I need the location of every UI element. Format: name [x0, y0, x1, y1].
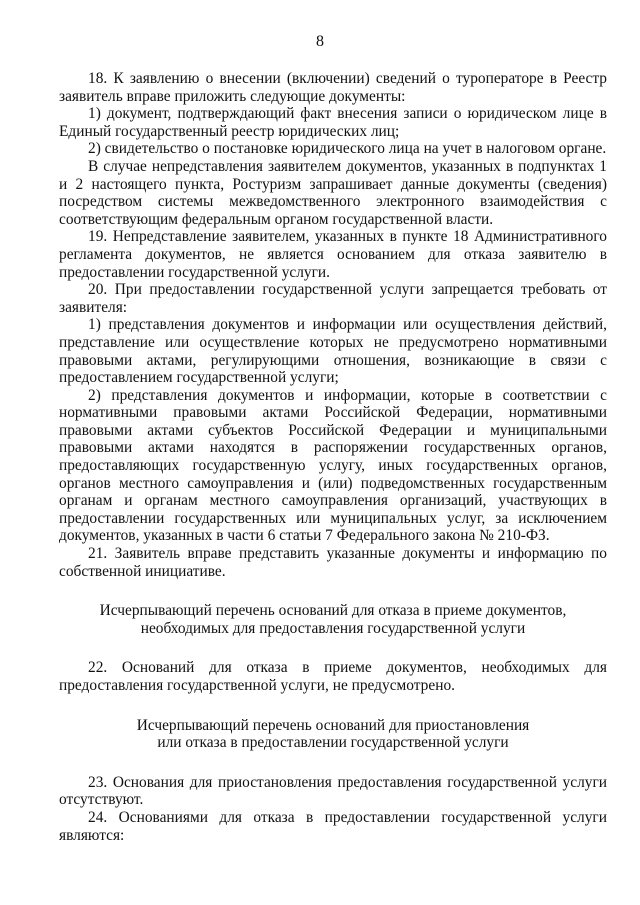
section-heading-line: Исчерпывающий перечень оснований для отказа в приеме документов, [99, 602, 567, 620]
section-heading-line: необходимых для предоставления государственной услуги [140, 619, 526, 637]
paragraph-20-item-2: 2) представления документов и информации, которые в соответствии с нормативными правовыми актами Российской Федерации, нормативными правовыми актами субъектов Российской Федерации и муниципальными правовыми актами находятся в распоряжении государственных органов, предоставляющих государственную услугу, иных государственных органов, органов местного самоуправления и (или) подведомственных государственным органам и органам местного самоуправления организаций, участвующих в предоставлении государственных или муниципальных услуг, за исключением документов, указанных в части 6 статьи 7 Федерального закона № 210-ФЗ. [59, 386, 607, 545]
section-heading-suspension-refusal [59, 717, 607, 752]
page-number: 8 [316, 33, 324, 50]
section-heading-line: или отказа в предоставлении государственной услуги [157, 734, 509, 752]
paragraph-23: 23. Основания для приостановления предоставления государственной услуги отсутствуют. [59, 773, 607, 809]
paragraph-20: 20. При предоставлении государственной услуги запрещается требовать от заявителя: [59, 281, 607, 316]
section-heading-refusal-acceptance [59, 602, 607, 637]
paragraph-18-item-2: 2) свидетельство о постановке юридического лица на учет в налоговом органе. [88, 140, 607, 158]
paragraph-24: 24. Основаниями для отказа в предоставлении государственной услуги являются: [59, 808, 607, 844]
paragraph-20-item-1: 1) представления документов и информации или осуществления действий, представление или осуществление которых не предусмотрено нормативными правовыми актами, регулирующими отношения, возникающие в связи с предоставлением государственной услуги; [59, 316, 607, 387]
paragraph-18-item-1: 1) документ, подтверждающий факт внесения записи о юридическом лице в Единый государственный реестр юридических лиц; [59, 105, 607, 140]
paragraph-18-note: В случае непредставления заявителем документов, указанных в подпунктах 1 и 2 настоящего пункта, Ростуризм запрашивает данные документы (сведения) посредством системы межведомственного электронного взаимодействия с соответствующим федеральным органом государственной власти. [59, 157, 607, 228]
document-body [59, 70, 607, 844]
section-heading-line: Исчерпывающий перечень оснований для приостановления [136, 716, 530, 734]
paragraph-18: 18. К заявлению о внесении (включении) сведений о туроператоре в Реестр заявитель вправе приложить следующие документы: [59, 70, 607, 105]
paragraph-21: 21. Заявитель вправе представить указанные документы и информацию по собственной инициативе. [59, 545, 607, 580]
paragraph-22: 22. Оснований для отказа в приеме документов, необходимых для предоставления государственной услуги, не предусмотрено. [59, 659, 607, 694]
paragraph-19: 19. Непредставление заявителем, указанных в пункте 18 Административного регламента документов, не является основанием для отказа заявителю в предоставлении государственной услуги. [59, 228, 607, 281]
